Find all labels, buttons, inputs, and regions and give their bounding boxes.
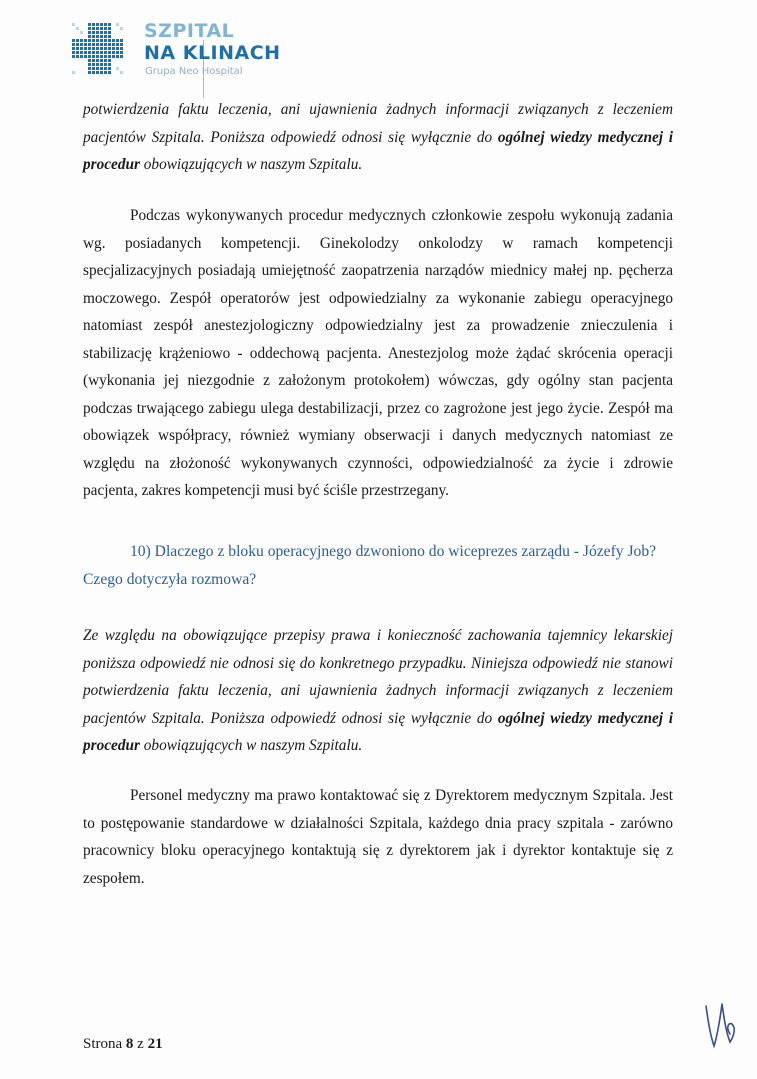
paragraph-line: wg. posiadanych kompetencji. Ginekolodzy onkolodzy w ramach kompetencji bbox=[83, 234, 673, 252]
logo-title-line2: NA KLINACH bbox=[144, 42, 281, 64]
paragraph-line: to postępowanie standardowe w działalności Szpitala, każdego dnia pracy szpitala - zarówno bbox=[83, 814, 673, 832]
page-separator: z bbox=[137, 1036, 144, 1052]
disclaimer-line: poniższa odpowiedź nie odnosi się do konkretnego przypadku. Niniejsza odpowiedź nie stanowi bbox=[83, 654, 673, 672]
paragraph-line: natomiast zespół anestezjologiczny odpowiedzialny jest za prowadzenie znieczulenia i bbox=[83, 317, 673, 334]
paragraph-line: względu na złożoność wykonywanych czynności, odpowiedzialność za życie i zdrowie bbox=[83, 454, 673, 472]
paragraph-line: obowiązek współpracy, również wymiany obserwacji i danych medycznych natomiast ze bbox=[83, 427, 673, 444]
logo-cross-icon bbox=[70, 21, 128, 79]
paragraph-procedures bbox=[83, 202, 673, 505]
disclaimer-top-line: pacjentów Szpitala. Poniższa odpowiedź odnosi się wyłącznie do ogólnej wiedzy medycznej i bbox=[83, 128, 674, 146]
question-line: Czego dotyczyła rozmowa? bbox=[83, 570, 257, 588]
logo-subtitle: Grupa Neo Hospital bbox=[145, 66, 243, 77]
disclaimer-line: pacjentów Szpitala. Poniższa odpowiedź odnosi się wyłącznie do ogólnej wiedzy medycznej i bbox=[83, 709, 674, 727]
paragraph-line: podczas trwającego zabiegu ulega destabilizacji, przez co zagrożone jest jego życie. Zespół ma bbox=[83, 399, 673, 417]
question-heading bbox=[83, 538, 673, 593]
paragraph-line: pracownicy bloku operacyjnego kontaktują się z dyrektorem jak i dyrektor kontaktuje się z bbox=[83, 842, 673, 859]
page-total: 21 bbox=[147, 1036, 163, 1052]
paragraph-line: (wykonania jej niezgodnie z założonym protokołem) wówczas, gdy ogólny stan pacjenta bbox=[83, 372, 673, 389]
paragraph-line: moczowego. Zespół operatorów jest odpowiedzialny za wykonanie zabiegu operacyjnego bbox=[83, 289, 673, 307]
disclaimer-top-line: potwierdzenia faktu leczenia, ani ujawnienia żadnych informacji związanych z leczeniem bbox=[83, 101, 673, 118]
paragraph-answer bbox=[83, 782, 673, 892]
disclaimer-line: procedur obowiązujących w naszym Szpitalu. bbox=[83, 737, 363, 754]
paragraph-line: Personel medyczny ma prawo kontaktować się z Dyrektorem medycznym Szpitala. Jest bbox=[130, 787, 673, 804]
disclaimer-line: potwierdzenia faktu leczenia, ani ujawnienia żadnych informacji związanych z leczeniem bbox=[83, 682, 673, 699]
logo-title-line1: SZPITAL bbox=[144, 20, 235, 42]
handwritten-initials-icon bbox=[700, 998, 740, 1050]
paragraph-line: Podczas wykonywanych procedur medycznych członkowie zespołu wykonują zadania bbox=[130, 207, 673, 224]
paragraph-line: zespołem. bbox=[83, 869, 145, 887]
disclaimer-answer bbox=[83, 622, 673, 760]
disclaimer-top bbox=[83, 96, 673, 179]
question-line: 10) Dlaczego z bloku operacyjnego dzwoniono do wiceprezes zarządu - Józefy Job? bbox=[130, 543, 657, 560]
paragraph-line: specjalizacyjnych posiadają umiejętność zaopatrzenia narządów miednicy małej np. pęcherza bbox=[83, 262, 673, 279]
paragraph-line: pacjenta, zakres kompetencji musi być ściśle przestrzegany. bbox=[83, 482, 449, 499]
page-footer bbox=[83, 1036, 163, 1053]
page-label: Strona bbox=[83, 1036, 123, 1052]
paragraph-line: stabilizację krążeniowo - oddechową pacjenta. Anestezjolog może żądać skrócenia operacji bbox=[83, 344, 673, 362]
disclaimer-top-line: procedur obowiązujących w naszym Szpitalu. bbox=[83, 156, 363, 173]
page-number: 8 bbox=[125, 1036, 134, 1052]
disclaimer-line: Ze względu na obowiązujące przepisy prawa i konieczność zachowania tajemnicy lekarskiej bbox=[83, 627, 673, 644]
